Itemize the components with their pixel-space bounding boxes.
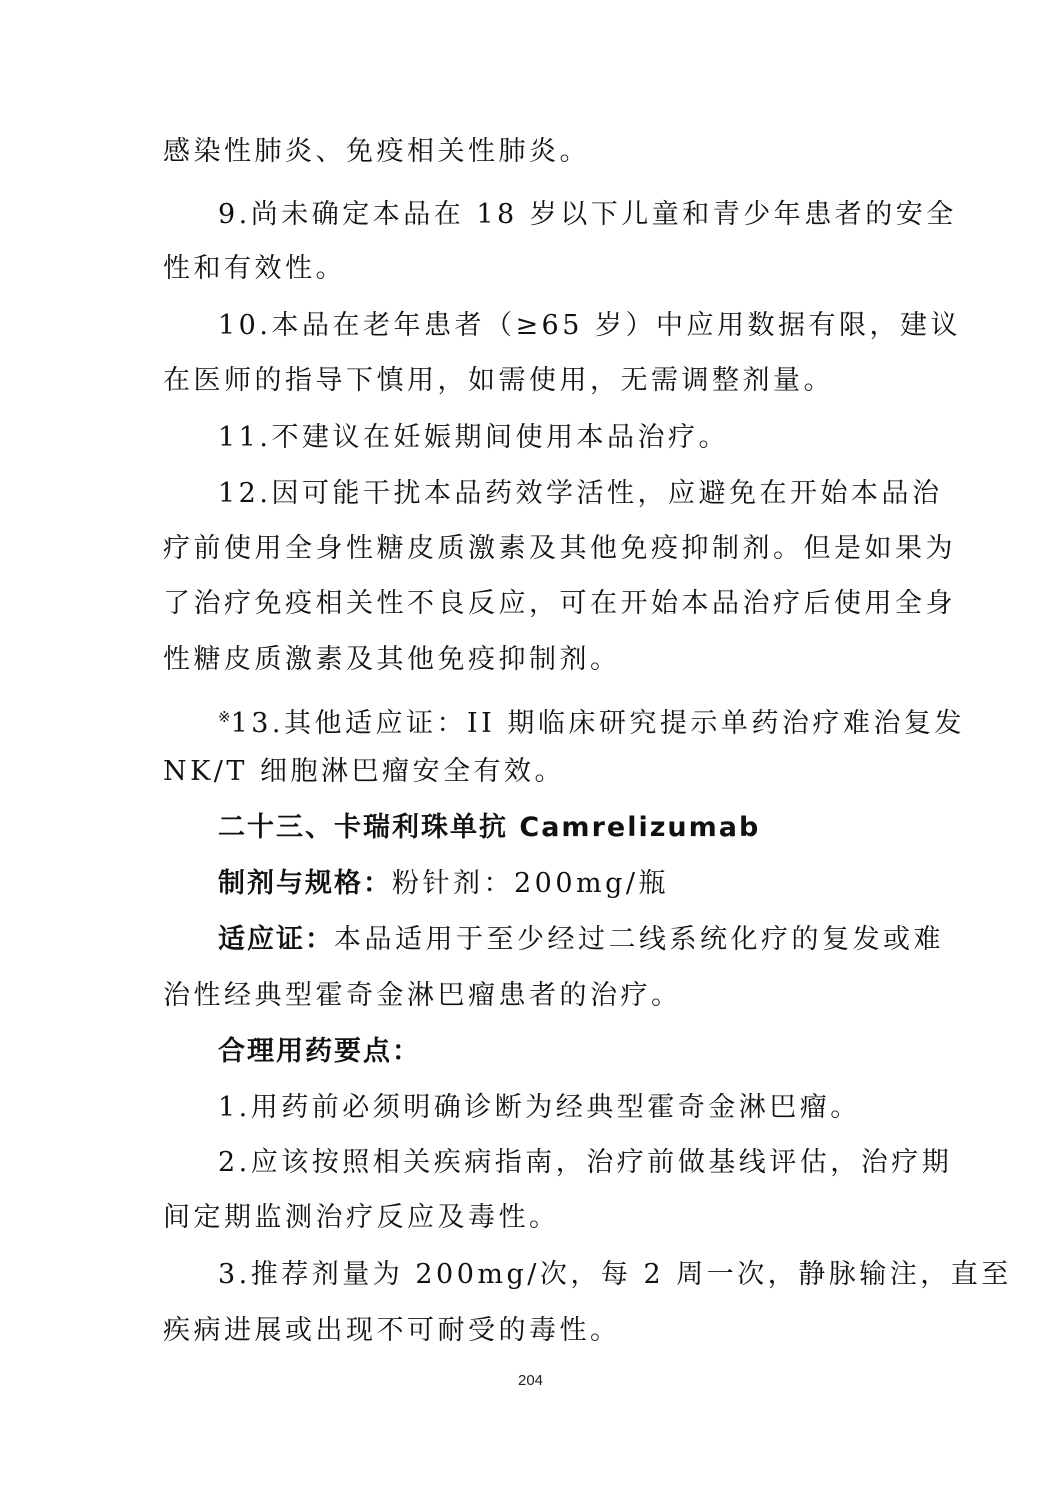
field-label: 制剂与规格：: [218, 868, 392, 899]
text-line: 2.应该按照相关疾病指南，治疗前做基线评估，治疗期: [218, 1147, 953, 1178]
text-line: 在医师的指导下慎用，如需使用，无需调整剂量。: [163, 365, 834, 396]
text-line: 间定期监测治疗反应及毒性。: [163, 1202, 560, 1233]
text-line: 感染性肺炎、免疫相关性肺炎。: [163, 136, 590, 167]
text-line: 11.不建议在妊娠期间使用本品治疗。: [218, 422, 729, 453]
note-mark: ※: [218, 708, 231, 726]
text-line: 治性经典型霍奇金淋巴瘤患者的治疗。: [163, 980, 682, 1011]
text-line: [218, 697, 965, 744]
text-line: 疾病进展或出现不可耐受的毒性。: [163, 1315, 621, 1346]
field-value: 本品适用于至少经过二线系统化疗的复发或难: [334, 924, 944, 955]
text-line: 性和有效性。: [163, 253, 346, 284]
subsection-heading: 合理用药要点：: [218, 1036, 421, 1067]
text-line: 12.因可能干扰本品药效学活性，应避免在开始本品治: [218, 478, 943, 509]
field-label: 适应证：: [218, 924, 334, 955]
section-heading: 二十三、卡瑞利珠单抗 Camrelizumab: [218, 812, 761, 843]
text-line: NK/T 细胞淋巴瘤安全有效。: [163, 756, 565, 787]
text-line: 1.用药前必须明确诊断为经典型霍奇金淋巴瘤。: [218, 1092, 861, 1123]
page-number: 204: [517, 1372, 544, 1389]
text-line: 10.本品在老年患者（≥65 岁）中应用数据有限，建议: [218, 310, 962, 341]
text-line: 疗前使用全身性糖皮质激素及其他免疫抑制剂。但是如果为: [163, 533, 956, 564]
text-span: 13.其他适应证：II 期临床研究提示单药治疗难治复发: [230, 708, 965, 739]
field-value: 粉针剂：200mg/瓶: [392, 868, 670, 899]
text-line: [218, 920, 944, 960]
text-line: 性糖皮质激素及其他免疫抑制剂。: [163, 644, 621, 675]
text-line: 9.尚未确定本品在 18 岁以下儿童和青少年患者的安全: [218, 199, 957, 230]
text-line: 了治疗免疫相关性不良反应，可在开始本品治疗后使用全身: [163, 588, 956, 619]
text-line: [218, 864, 903, 904]
text-line: 3.推荐剂量为 200mg/次，每 2 周一次，静脉输注，直至: [218, 1259, 1012, 1290]
